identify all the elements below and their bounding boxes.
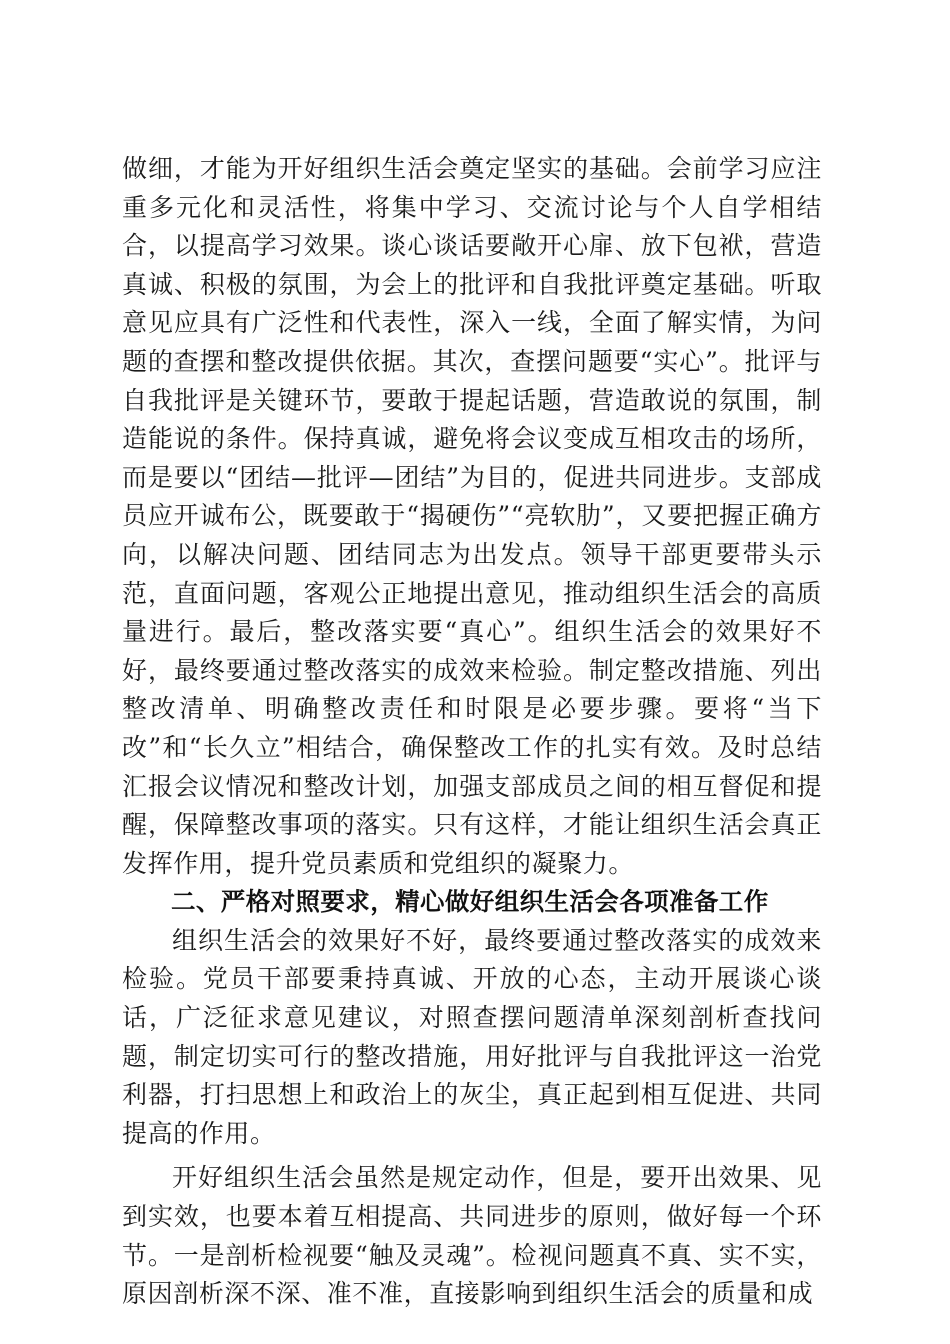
document-page [122,150,822,1314]
body-paragraph-3: 开好组织生活会虽然是规定动作，但是，要开出效果、见到实效，也要本着互相提高、共同进步的原则，做好每一个环节。一是剖析检视要“触及灵魂”。检视问题真不真、实不实，原因剖析深不深、准不准，直接影响到组织生活会的质量和成 [122,1163,822,1309]
body-paragraph-continued: 做细，才能为开好组织生活会奠定坚实的基础。会前学习应注重多元化和灵活性，将集中学习、交流讨论与个人自学相结合，以提高学习效果。谈心谈话要敞开心扉、放下包袱，营造真诚、积极的氛围，为会上的批评和自我批评奠定基础。听取意见应具有广泛性和代表性，深入一线，全面了解实情，为问题的查摆和整改提供依据。其次，查摆问题要“实心”。批评与自我批评是关键环节，要敢于提起话题，营造敢说的氛围，制造能说的条件。保持真诚，避免将会议变成互相攻击的场所，而是要以“团结—批评—团结”为目的，促进共同进步。支部成员应开诚布公，既要敢于“揭硬伤”“亮软肋”，又要把握正确方向，以解决问题、团结同志为出发点。领导干部更要带头示范，直面问题，客观公正地提出意见，推动组织生活会的高质量进行。最后，整改落实要“真心”。组织生活会的效果好不好，最终要通过整改落实的成效来检验。制定整改措施、列出整改清单、明确整改责任和时限是必要步骤。要将“当下改”和“长久立”相结合，确保整改工作的扎实有效。及时总结汇报会议情况和整改计划，加强支部成员之间的相互督促和提醒，保障整改事项的落实。只有这样，才能让组织生活会真正发挥作用，提升党员素质和党组织的凝聚力。 [122,154,822,878]
body-paragraph-2: 组织生活会的效果好不好，最终要通过整改落实的成效来检验。党员干部要秉持真诚、开放的心态，主动开展谈心谈话，广泛征求意见建议，对照查摆问题清单深刻剖析查找问题，制定切实可行的整改措施，用好批评与自我批评这一治党利器，打扫思想上和政治上的灰尘，真正起到相互促进、共同提高的作用。 [122,925,822,1148]
section-heading-2: 二、严格对照要求，精心做好组织生活会各项准备工作 [171,887,769,917]
